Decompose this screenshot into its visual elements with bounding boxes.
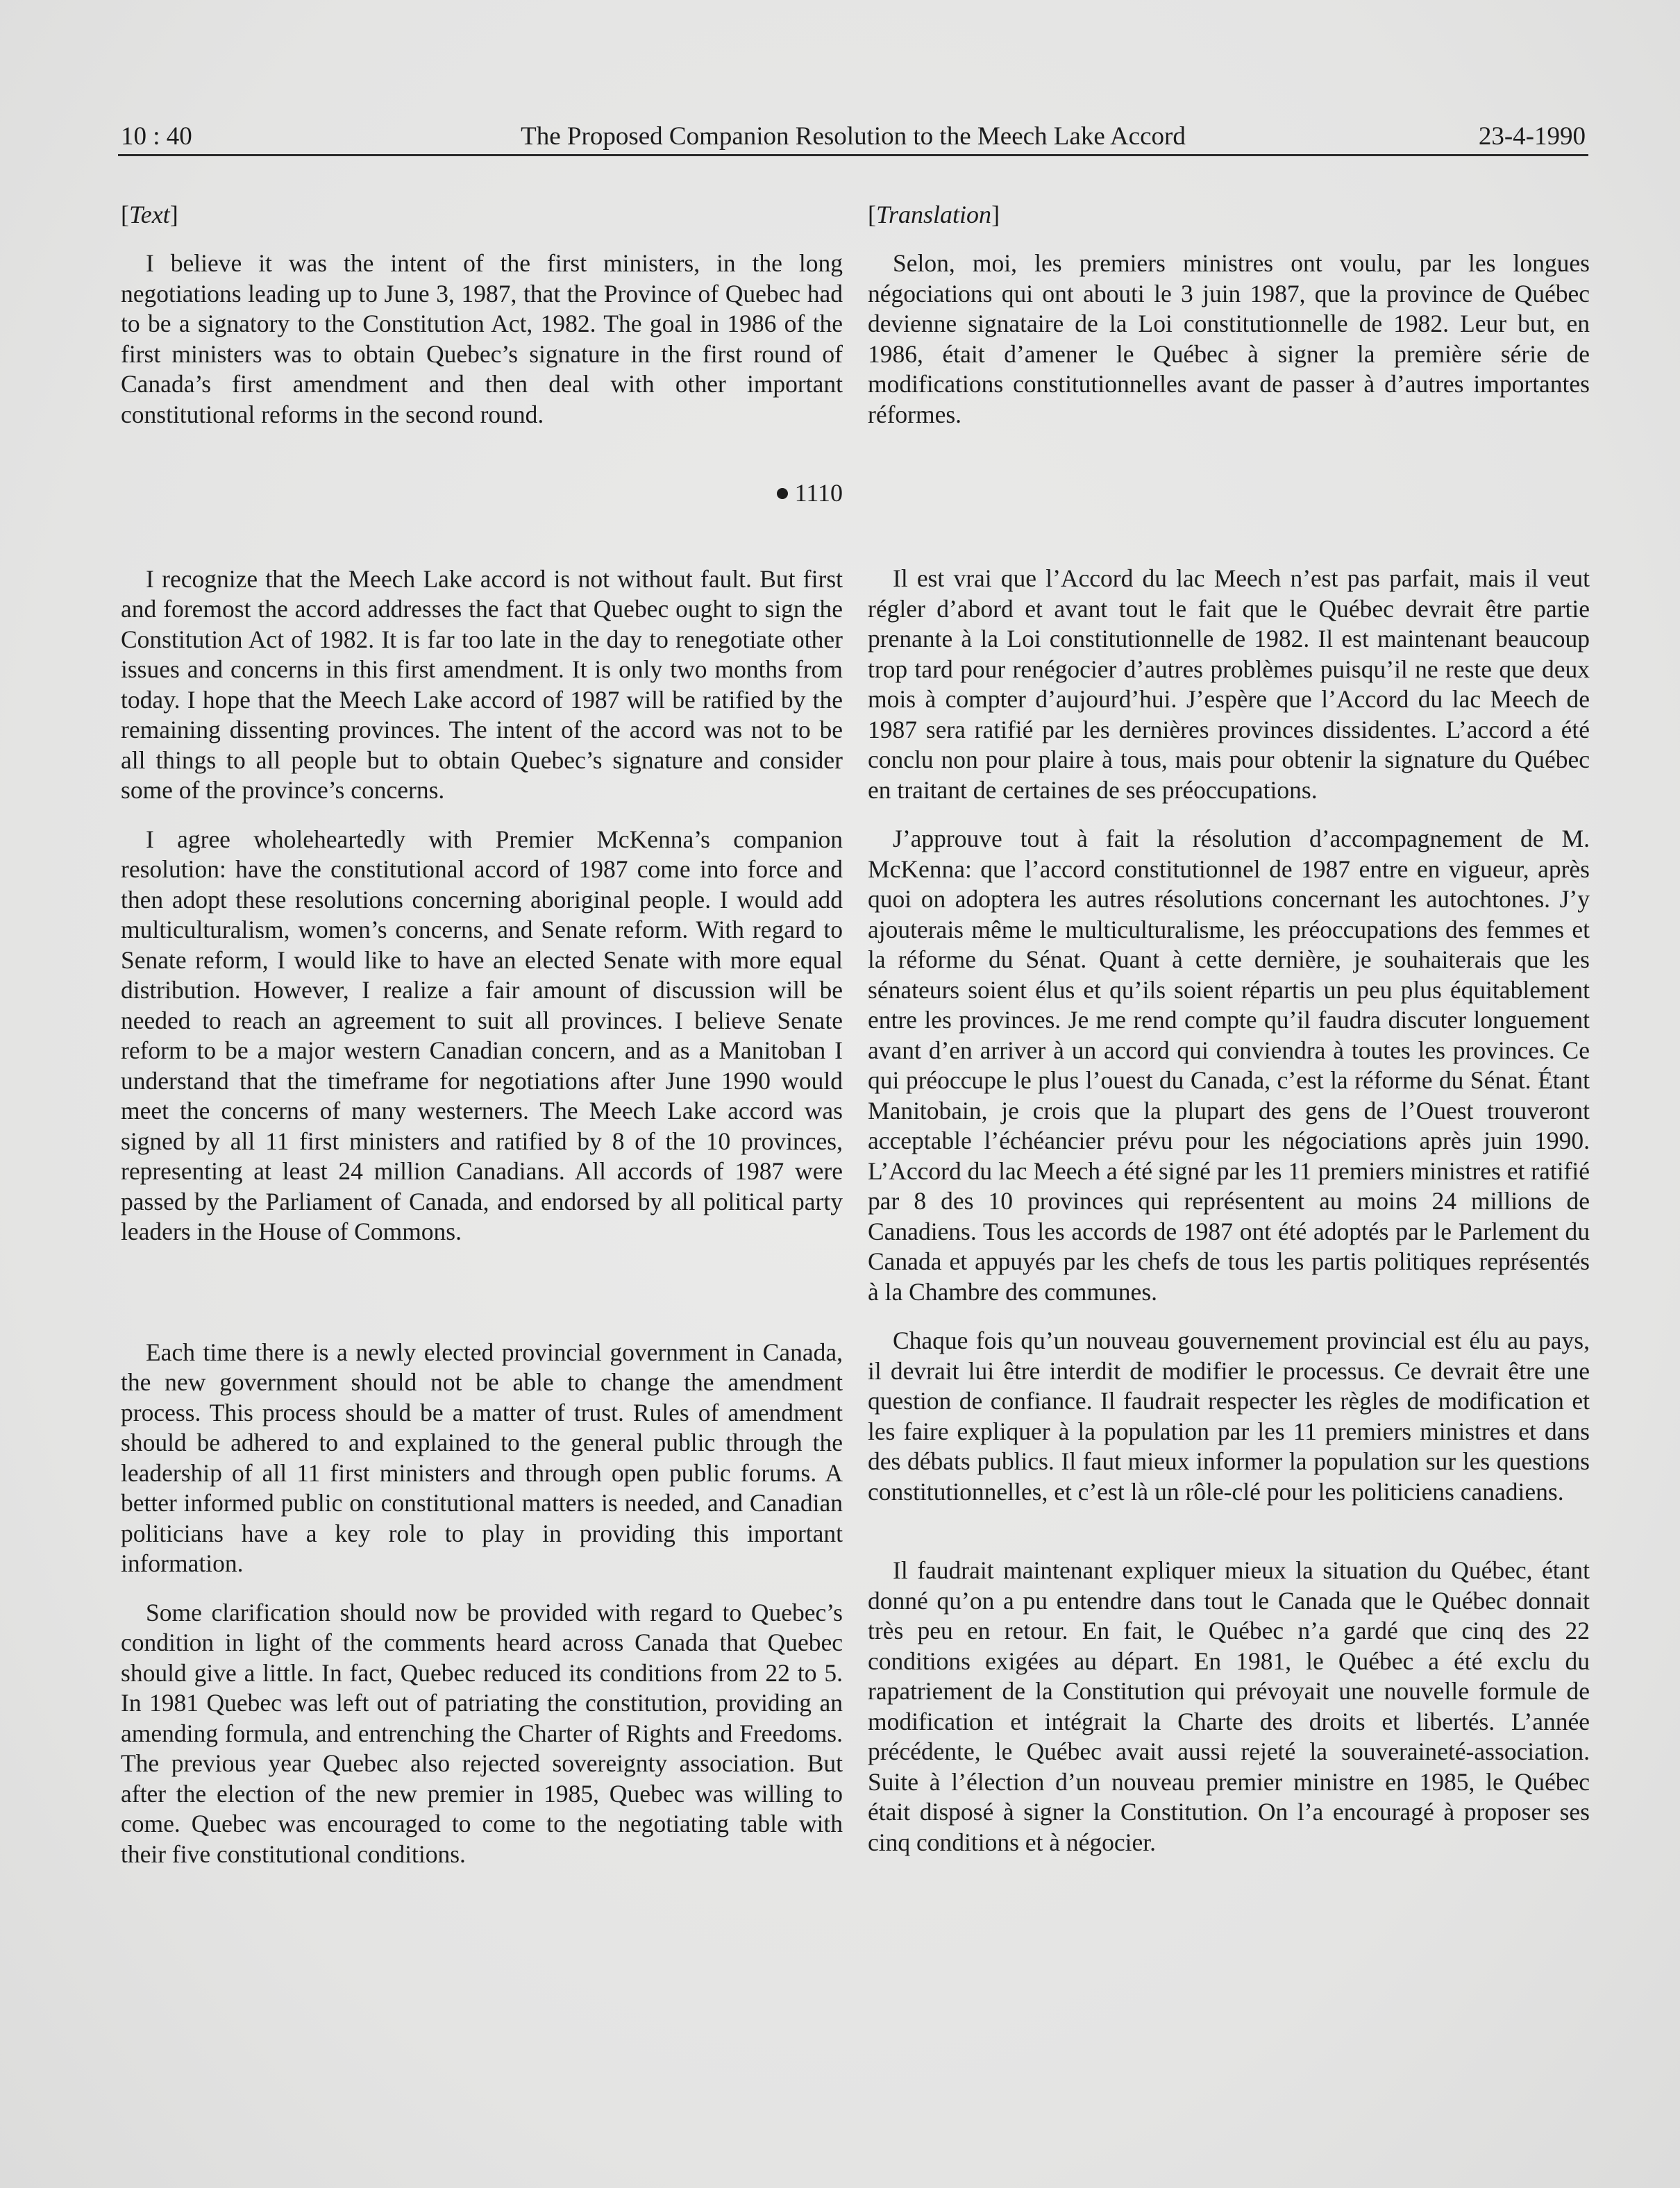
en-paragraph-1: I believe it was the intent of the first ministers, in the long negotiations leading up to June 3, 1987, that the Province of Quebec had to be a signatory to the Constitution Act, 1982. The goal in 1986 of the first ministers was to obtain Quebec’s signature in the first round of Canada’s first amendment and then deal with other important constitutional reforms in the second round. [121, 249, 843, 428]
fr-paragraph-5: Il faudrait maintenant expliquer mieux la situation du Québec, étant donné qu’on a pu entendre dans tout le Canada que le Québec donnait très peu en retour. En fait, le Québec n’a gardé que cinq des 22 conditions exigées au départ. En 1981, le Québec a été exclu du rapatriement de la Constitution qui prévoyait une nouvelle formule de modification et intégrait la Charte des droits et libertés. L’année précédente, le Québec avait aussi rejeté la souveraineté-association. Suite à l’élection d’un nouveau premier ministre en 1985, le Québec était disposé à signer la Constitution. On l’a encouragé à proposer ses cinq conditions et à négocier. [868, 1556, 1590, 1856]
fr-paragraph-4: Chaque fois qu’un nouveau gouvernement provincial est élu au pays, il devrait lui être interdit de modifier le processus. Ce devrait être une question de confiance. Il faudrait respecter les règles de modification et les faire expliquer à la population par les 11 premiers ministres et dans des débats publics. Il faut mieux informer la population sur les questions constitutionnelles, et c’est là un rôle-clé pour les politiciens canadiens. [868, 1327, 1590, 1506]
document-date: 23-4-1990 [1478, 122, 1586, 151]
fr-paragraph-1: Selon, moi, les premiers ministres ont voulu, par les longues négociations qui ont abouti le 3 juin 1987, que la province de Québec devienne signataire de la Loi constitutionnelle de 1982. Leur but, en 1986, était d’amener le Québec à signer la première série de modifications constitutionnelles avant de passer à d’autres importantes réformes. [868, 249, 1590, 428]
english-column [121, 200, 843, 1869]
text-label-word: Text [129, 201, 170, 228]
running-header [118, 119, 1588, 156]
text-label: [Text] [121, 201, 178, 228]
fr-paragraph-3: J’approuve tout à fait la résolution d’accompagnement de M. McKenna: que l’accord constitutionnel de 1987 entre en vigueur, après quoi on adoptera les autres résolutions concernant les autochtones. J’y ajouterais même le multiculturalisme, les préoccupations des femmes et la réforme du Sénat. Quant à cette dernière, je souhaiterais que les sénateurs soient élus et qu’ils soient répartis un peu plus équitablement entre les provinces. Je me rend compte qu’il faudra discuter longuement avant d’en arriver à un accord qui conviendra à toutes les provinces. Ce qui préoccupe le plus l’ouest du Canada, c’est la réforme du Sénat. Étant Manitobain, je crois que la plupart des gens de l’Ouest trouveront acceptable l’échéancier prévu pour les négociations après juin 1990. L’Accord du lac Meech a été signé par les 11 premiers ministres et ratifié par 8 des 10 provinces qui représentent au moins 24 millions de Canadiens. Tous les accords de 1987 ont été adoptés par le Parlement du Canada et appuyés par les chefs de tous les partis politiques représentés à la Chambre des communes. [868, 825, 1590, 1306]
en-paragraph-3: I agree wholeheartedly with Premier McKenna’s companion resolution: have the constitutional accord of 1987 come into force and then adopt these resolutions concerning aboriginal people. I would add multiculturalism, women’s concerns, and Senate reform. With regard to Senate reform, I would like to have an elected Senate with more equal distribution. However, I realize a fair amount of discussion will be needed to reach an agreement to suit all provinces. I believe Senate reform to be a major western Canadian concern, and as a Manitoban I understand that the timeframe for negotiations after June 1990 would meet the concerns of many westerners. The Meech Lake accord was signed by all 11 first ministers and ratified by 8 of the 10 provinces, representing at least 24 million Canadians. All accords of 1987 were passed by the Parliament of Canada, and endorsed by all political party leaders in the House of Commons. [121, 825, 843, 1245]
bullet-icon [777, 488, 788, 499]
en-paragraph-4: Each time there is a newly elected provincial government in Canada, the new government should not be able to change the amendment process. This process should be a matter of trust. Rules of amendment should be adhered to and explained to the general public through the leadership of all 11 first ministers and through open public forums. A better informed public on constitutional matters is needed, and Canadian politicians have a key role to play in providing this important information. [121, 1338, 843, 1577]
time-marker [121, 478, 843, 509]
translation-label: [Translation] [868, 201, 1000, 228]
document-title: The Proposed Companion Resolution to the Meech Lake Accord [521, 122, 1186, 151]
fr-paragraph-2: Il est vrai que l’Accord du lac Meech n’est pas parfait, mais il veut régler d’abord et avant tout le fait que le Québec devrait être partie prenante à la Loi constitutionnelle de 1982. Il est maintenant beaucoup trop tard pour renégocier d’autres problèmes puisqu’il ne reste que deux mois à compter d’aujourd’hui. J’espère que l’Accord du lac Meech de 1987 sera ratifié par les dernières provinces dissidentes. L’accord a été conclu non pour plaire à tous, mais pour obtenir la signature du Québec en traitant de certaines de ses préoccupations. [868, 564, 1590, 804]
french-column [868, 200, 1590, 1858]
page-reference: 10 : 40 [121, 122, 192, 151]
time-marker-value: 1110 [794, 479, 843, 507]
en-paragraph-5: Some clarification should now be provided with regard to Quebec’s condition in light of the comments heard across Canada that Quebec should give a little. In fact, Quebec reduced its conditions from 22 to 5. In 1981 Quebec was left out of patriating the constitution, providing an amending formula, and entrenching the Charter of Rights and Freedoms. The previous year Quebec also rejected sovereignty association. But after the election of the new premier in 1985, Quebec was willing to come. Quebec was encouraged to come to the negotiating table with their five constitutional conditions. [121, 1598, 843, 1868]
translation-label-word: Translation [876, 201, 992, 228]
en-paragraph-2: I recognize that the Meech Lake accord is not without fault. But first and foremost the accord addresses the fact that Quebec ought to sign the Constitution Act of 1982. It is far too late in the day to renegotiate other issues and concerns in this first amendment. It is only two months from today. I hope that the Meech Lake accord of 1987 will be ratified by the remaining dissenting provinces. The intent of the accord was not to be all things to all people but to obtain Quebec’s signature and consider some of the province’s concerns. [121, 564, 843, 804]
